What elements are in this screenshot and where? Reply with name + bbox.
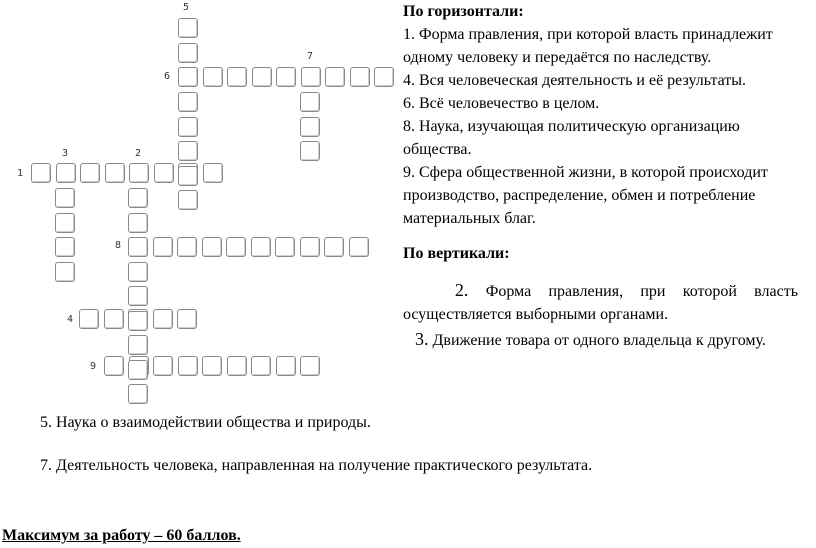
crossword-cell[interactable] [203, 67, 223, 87]
crossword-cell[interactable] [154, 163, 174, 183]
vertical-heading: По вертикали: [403, 245, 510, 262]
crossword-cell[interactable] [178, 190, 198, 210]
crossword-cell[interactable] [178, 117, 198, 137]
crossword-cell[interactable] [178, 141, 198, 161]
crossword-cell[interactable] [128, 286, 148, 306]
crossword-cell[interactable] [275, 237, 295, 257]
crossword-cell[interactable] [325, 67, 345, 87]
crossword-cell[interactable] [251, 356, 271, 376]
crossword-cell[interactable] [177, 237, 197, 257]
crossword-cell[interactable] [178, 356, 198, 376]
crossword-cell[interactable] [178, 43, 198, 63]
crossword-cell[interactable] [104, 356, 124, 376]
clue-number-8: 8 [115, 240, 122, 251]
crossword-cell[interactable] [153, 356, 173, 376]
vertical-clue-3 [403, 328, 798, 352]
crossword-cell[interactable] [350, 67, 370, 87]
crossword-cell[interactable] [300, 356, 320, 376]
crossword-cell[interactable] [300, 141, 320, 161]
crossword-cell[interactable] [128, 237, 148, 257]
crossword-cell[interactable] [300, 92, 320, 112]
clue-number-6: 6 [164, 71, 171, 82]
crossword-cell[interactable] [324, 237, 344, 257]
clue-number-9: 9 [90, 361, 97, 372]
crossword-cell[interactable] [227, 356, 247, 376]
horizontal-clue-6: 6. Всё человечество в целом. [403, 95, 600, 112]
horizontal-clue-1: 1. Форма правления, при которой власть принадлежит одному человеку и передаётся по наследству. [403, 26, 773, 66]
crossword-cell[interactable] [178, 166, 198, 186]
crossword-cell[interactable] [227, 67, 247, 87]
vertical-clue-7: 7. Деятельность человека, направленная на получение практического результата. [40, 457, 593, 474]
more-vertical-clues [40, 411, 800, 497]
max-score: Максимум за работу – 60 баллов. [2, 527, 241, 544]
clue-number-1: 1 [17, 168, 24, 179]
crossword-cell[interactable] [300, 117, 320, 137]
crossword-cell[interactable] [178, 92, 198, 112]
crossword-cell[interactable] [301, 67, 321, 87]
crossword-cell[interactable] [55, 188, 75, 208]
crossword-cell[interactable] [374, 67, 394, 87]
crossword-cell[interactable] [79, 309, 99, 329]
crossword-cell[interactable] [178, 67, 198, 87]
crossword-cell[interactable] [129, 163, 149, 183]
vertical-clue-2 [403, 279, 798, 326]
vertical-clue-number: 2. [454, 280, 469, 300]
crossword-cell[interactable] [226, 237, 246, 257]
crossword-cell[interactable] [178, 18, 198, 38]
crossword-cell[interactable] [153, 309, 173, 329]
clue-number-3: 3 [62, 148, 69, 159]
horizontal-clue-4: 4. Вся человеческая деятельность и её результаты. [403, 72, 747, 89]
crossword-cell[interactable] [300, 237, 320, 257]
crossword-cell[interactable] [128, 188, 148, 208]
horizontal-clue-8: 8. Наука, изучающая политическую организацию общества. [403, 118, 740, 158]
crossword-cell[interactable] [177, 309, 197, 329]
crossword-cell[interactable] [56, 163, 76, 183]
crossword-cell[interactable] [251, 237, 271, 257]
crossword-cell[interactable] [80, 163, 100, 183]
crossword-cell[interactable] [128, 335, 148, 355]
crossword-cell[interactable] [128, 360, 148, 380]
crossword-cell[interactable] [203, 163, 223, 183]
vertical-clue-text: Форма правления, при которой власть осуществляется выборными органами. [403, 283, 798, 323]
crossword-cell[interactable] [252, 67, 272, 87]
crossword-cell[interactable] [55, 262, 75, 282]
vertical-clue-5: 5. Наука о взаимодействии общества и природы. [40, 414, 371, 431]
crossword-cell[interactable] [276, 67, 296, 87]
crossword-cell[interactable] [153, 237, 173, 257]
horizontal-heading: По горизонтали: [403, 3, 524, 20]
vertical-clue-number: 3. [415, 329, 429, 349]
clue-number-5: 5 [183, 2, 190, 13]
horizontal-clue-9: 9. Сфера общественной жизни, в которой происходит производство, распределение, обмен и потребление материальных благ. [403, 164, 768, 227]
crossword-cell[interactable] [128, 262, 148, 282]
vertical-clue-text: Движение товара от одного владельца к другому. [432, 332, 766, 349]
crossword-cell[interactable] [104, 309, 124, 329]
clue-number-4: 4 [67, 314, 74, 325]
clue-number-2: 2 [135, 148, 142, 159]
crossword-cell[interactable] [202, 237, 222, 257]
crossword-cell[interactable] [105, 163, 125, 183]
clue-number-7: 7 [307, 51, 314, 62]
crossword-cell[interactable] [128, 311, 148, 331]
crossword-cell[interactable] [202, 356, 222, 376]
crossword-cell[interactable] [276, 356, 296, 376]
crossword-cell[interactable] [128, 384, 148, 404]
crossword-grid [0, 0, 400, 410]
crossword-cell[interactable] [55, 237, 75, 257]
crossword-cell[interactable] [128, 213, 148, 233]
crossword-cell[interactable] [349, 237, 369, 257]
clues-panel [403, 0, 798, 352]
crossword-cell[interactable] [31, 163, 51, 183]
crossword-cell[interactable] [55, 213, 75, 233]
